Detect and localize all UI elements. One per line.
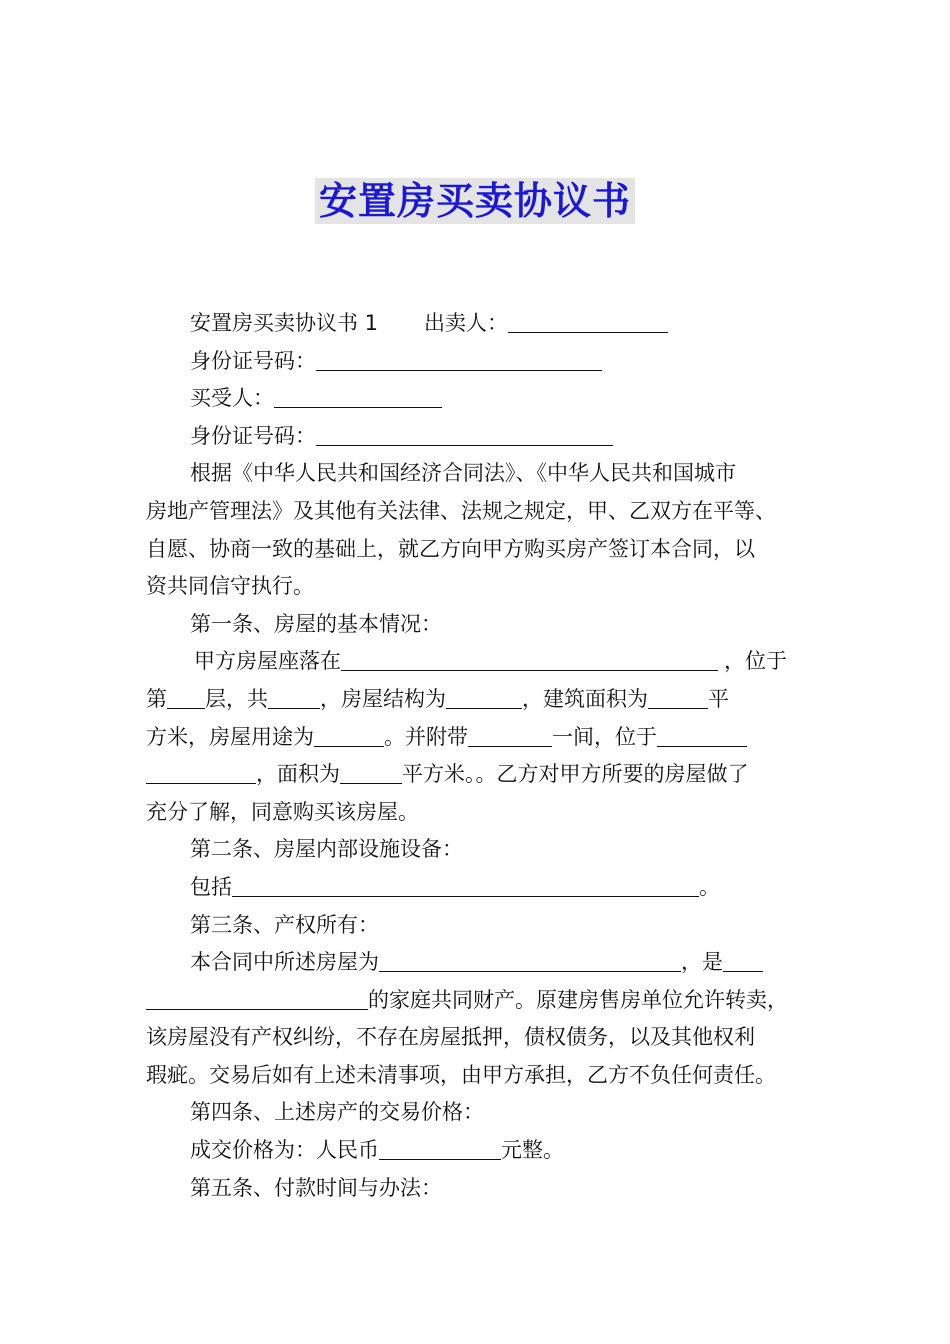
article-3-line: 瑕疵。交易后如有上述未清事项，由甲方承担，乙方不负任何责任。 [146, 1062, 776, 1087]
facilities-blank [232, 873, 699, 897]
buyer-blank [274, 384, 442, 408]
paragraph-line: 资共同信守执行。 [146, 574, 314, 599]
document-title: 安置房买卖协议书 [315, 178, 635, 224]
text-span: 。 [699, 874, 720, 899]
article-3-heading: 第三条、产权所有： [190, 912, 379, 937]
text-span: ，是 [681, 950, 723, 975]
text-span: ，房屋结构为 [320, 686, 446, 711]
area-blank [648, 685, 708, 709]
buyer-id-blank [316, 422, 613, 446]
article-3-line [146, 982, 811, 1020]
owner-blank [723, 948, 763, 972]
buyer-label: 买受人： [190, 386, 274, 411]
attached-blank [468, 723, 552, 747]
usage-blank [314, 723, 384, 747]
total-floors-blank [268, 685, 320, 709]
text-span: 甲方房屋座落在 [194, 649, 341, 674]
article-1-line: 充分了解，同意购买该房屋。 [146, 799, 419, 824]
attached-area-blank [340, 760, 402, 784]
location-blank [341, 647, 718, 671]
text-span: 层，共 [205, 686, 268, 711]
buyer-line [146, 380, 811, 418]
owner-blank-cont [146, 986, 368, 1010]
text-span: ，建筑面积为 [522, 686, 648, 711]
seller-blank [508, 309, 668, 333]
text-span: 成交价格为：人民币 [190, 1138, 379, 1163]
article-1-line [146, 643, 811, 681]
attached-location-blank-cont [146, 760, 256, 784]
text-span: ，位于 [724, 649, 787, 674]
text-span: 本合同中所述房屋为 [190, 950, 379, 975]
seller-id-line [146, 343, 811, 381]
text-span: 的家庭共同财产。原建房售房单位允许转卖， [368, 987, 788, 1012]
text-span: 第 [146, 686, 167, 711]
price-blank [379, 1136, 501, 1160]
buyer-id-label: 身份证号码： [190, 423, 316, 448]
article-1-line [146, 719, 811, 757]
buyer-id-line [146, 418, 811, 456]
text-span: 平 [708, 686, 729, 711]
heading-label: 安置房买卖协议书 1 [190, 311, 379, 335]
seller-line [146, 305, 811, 343]
paragraph-line: 房地产管理法》及其他有关法律、法规之规定，甲、乙双方在平等、 [146, 498, 776, 523]
article-3-line [146, 944, 811, 982]
seller-id-blank [316, 347, 602, 371]
article-2-line [146, 869, 811, 907]
text-span: 包括 [190, 874, 232, 899]
text-span: 元整。 [501, 1138, 564, 1163]
article-2-heading: 第二条、房屋内部设施设备： [190, 837, 463, 862]
article-1-heading: 第一条、房屋的基本情况： [190, 611, 442, 636]
document-body [146, 305, 811, 1207]
article-4-line [146, 1132, 811, 1170]
paragraph-line: 自愿、协商一致的基础上，就乙方向甲方购买房产签订本合同，以 [146, 536, 755, 561]
seller-id-label: 身份证号码： [190, 348, 316, 373]
title-container [0, 178, 950, 224]
article-1-line [146, 681, 811, 719]
article-1-line [146, 756, 811, 794]
property-blank [379, 948, 681, 972]
text-span: 平方米。。乙方对甲方所要的房屋做了 [402, 762, 749, 787]
floor-blank [167, 685, 205, 709]
text-span: 方米，房屋用途为 [146, 724, 314, 749]
article-5-heading: 第五条、付款时间与办法： [190, 1175, 442, 1200]
paragraph-line: 根据《中华人民共和国经济合同法》、《中华人民共和国城市 [190, 461, 736, 486]
article-4-heading: 第四条、上述房产的交易价格： [190, 1100, 484, 1125]
text-span: 。并附带 [384, 724, 468, 749]
text-span: ，面积为 [256, 762, 340, 787]
text-span: 一间，位于 [552, 724, 657, 749]
structure-blank [446, 685, 522, 709]
article-3-line: 该房屋没有产权纠纷，不存在房屋抵押，债权债务，以及其他权利 [146, 1025, 755, 1050]
seller-label: 出卖人： [424, 311, 509, 335]
attached-location-blank [657, 723, 747, 747]
